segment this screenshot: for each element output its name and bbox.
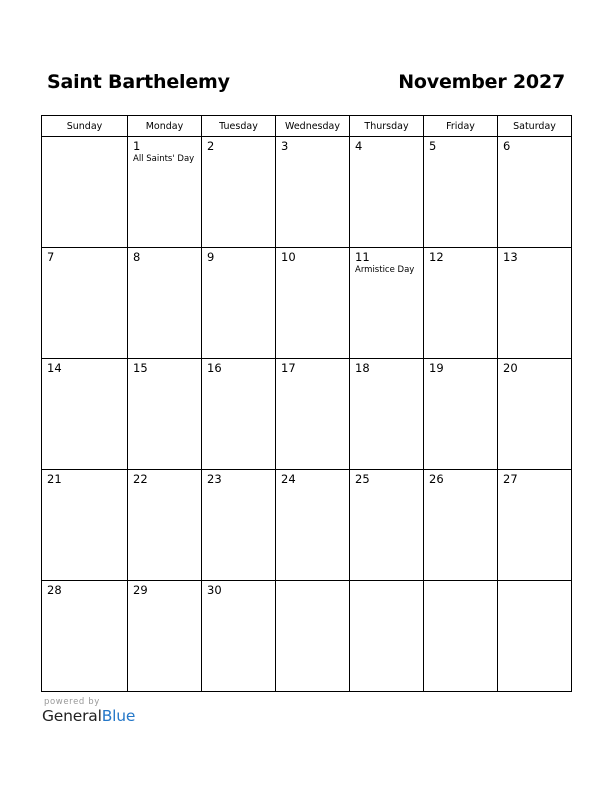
day-number: 28: [47, 583, 62, 597]
day-cell: [128, 470, 202, 581]
day-cell: [276, 470, 350, 581]
region-title: Saint Barthelemy: [47, 71, 230, 93]
weekday-header: Thursday: [350, 116, 424, 137]
day-number: 25: [355, 472, 370, 486]
day-number: 13: [503, 250, 518, 264]
day-number: 24: [281, 472, 296, 486]
day-cell: [424, 248, 498, 359]
month-year-title: November 2027: [398, 71, 565, 93]
day-number: 27: [503, 472, 518, 486]
day-number: 30: [207, 583, 222, 597]
day-number: 6: [503, 139, 511, 153]
day-cell: [350, 581, 424, 692]
day-number: 17: [281, 361, 296, 375]
week-row: [42, 137, 572, 248]
day-cell: [424, 470, 498, 581]
calendar-grid: [41, 115, 572, 692]
holiday-label: All Saints' Day: [133, 154, 195, 164]
day-cell: [202, 137, 276, 248]
day-number: [424, 581, 497, 584]
weekday-header: Sunday: [42, 116, 128, 137]
day-cell: [350, 359, 424, 470]
day-number: 15: [133, 361, 148, 375]
weekday-header: Tuesday: [202, 116, 276, 137]
day-cell: [498, 137, 572, 248]
day-cell: [202, 581, 276, 692]
day-cell: [350, 248, 424, 359]
day-cell: [128, 137, 202, 248]
weekday-header: Saturday: [498, 116, 572, 137]
day-number: 20: [503, 361, 518, 375]
generalblue-logo: [42, 707, 135, 725]
weekday-header-row: [42, 116, 572, 137]
day-cell: [202, 470, 276, 581]
footer-branding: [42, 697, 135, 725]
day-number: 5: [429, 139, 437, 153]
week-row: [42, 359, 572, 470]
holiday-label: Armistice Day: [355, 265, 415, 275]
day-number: 21: [47, 472, 62, 486]
day-cell: [202, 359, 276, 470]
day-number: 26: [429, 472, 444, 486]
day-cell: [276, 581, 350, 692]
day-cell: [498, 470, 572, 581]
day-cell: [424, 137, 498, 248]
day-cell: [42, 248, 128, 359]
day-cell: [276, 137, 350, 248]
day-cell: [276, 248, 350, 359]
day-cell: [276, 359, 350, 470]
day-cell: [42, 359, 128, 470]
day-number: 23: [207, 472, 222, 486]
day-number: 7: [47, 250, 55, 264]
day-number: 8: [133, 250, 141, 264]
brand-general-text: General: [42, 707, 102, 725]
day-cell: [128, 359, 202, 470]
weekday-header: Monday: [128, 116, 202, 137]
day-cell: [202, 248, 276, 359]
brand-blue-text: Blue: [101, 707, 136, 725]
week-row: [42, 470, 572, 581]
day-number: 3: [281, 139, 289, 153]
day-number: 29: [133, 583, 148, 597]
calendar-body: [42, 137, 572, 692]
day-number: 9: [207, 250, 215, 264]
day-number: 12: [429, 250, 444, 264]
weekday-header: Friday: [424, 116, 498, 137]
day-number: [42, 137, 127, 140]
day-cell: [498, 359, 572, 470]
day-number: 14: [47, 361, 62, 375]
day-number: 18: [355, 361, 370, 375]
day-number: 16: [207, 361, 222, 375]
day-cell: [42, 581, 128, 692]
day-number: 19: [429, 361, 444, 375]
day-cell: [498, 248, 572, 359]
day-number: [276, 581, 349, 584]
day-number: 4: [355, 139, 363, 153]
weekday-header: Wednesday: [276, 116, 350, 137]
day-cell: [350, 470, 424, 581]
day-number: 1: [133, 139, 141, 153]
day-cell: [128, 581, 202, 692]
day-number: 11: [355, 250, 370, 264]
day-cell: [424, 581, 498, 692]
day-cell: [42, 137, 128, 248]
day-number: [350, 581, 423, 584]
day-cell: [42, 470, 128, 581]
day-cell: [128, 248, 202, 359]
day-number: 22: [133, 472, 148, 486]
powered-by-text: powered by: [44, 697, 100, 707]
week-row: [42, 248, 572, 359]
day-number: 2: [207, 139, 215, 153]
day-cell: [350, 137, 424, 248]
day-number: [498, 581, 571, 584]
day-cell: [424, 359, 498, 470]
day-cell: [498, 581, 572, 692]
day-number: 10: [281, 250, 296, 264]
week-row: [42, 581, 572, 692]
